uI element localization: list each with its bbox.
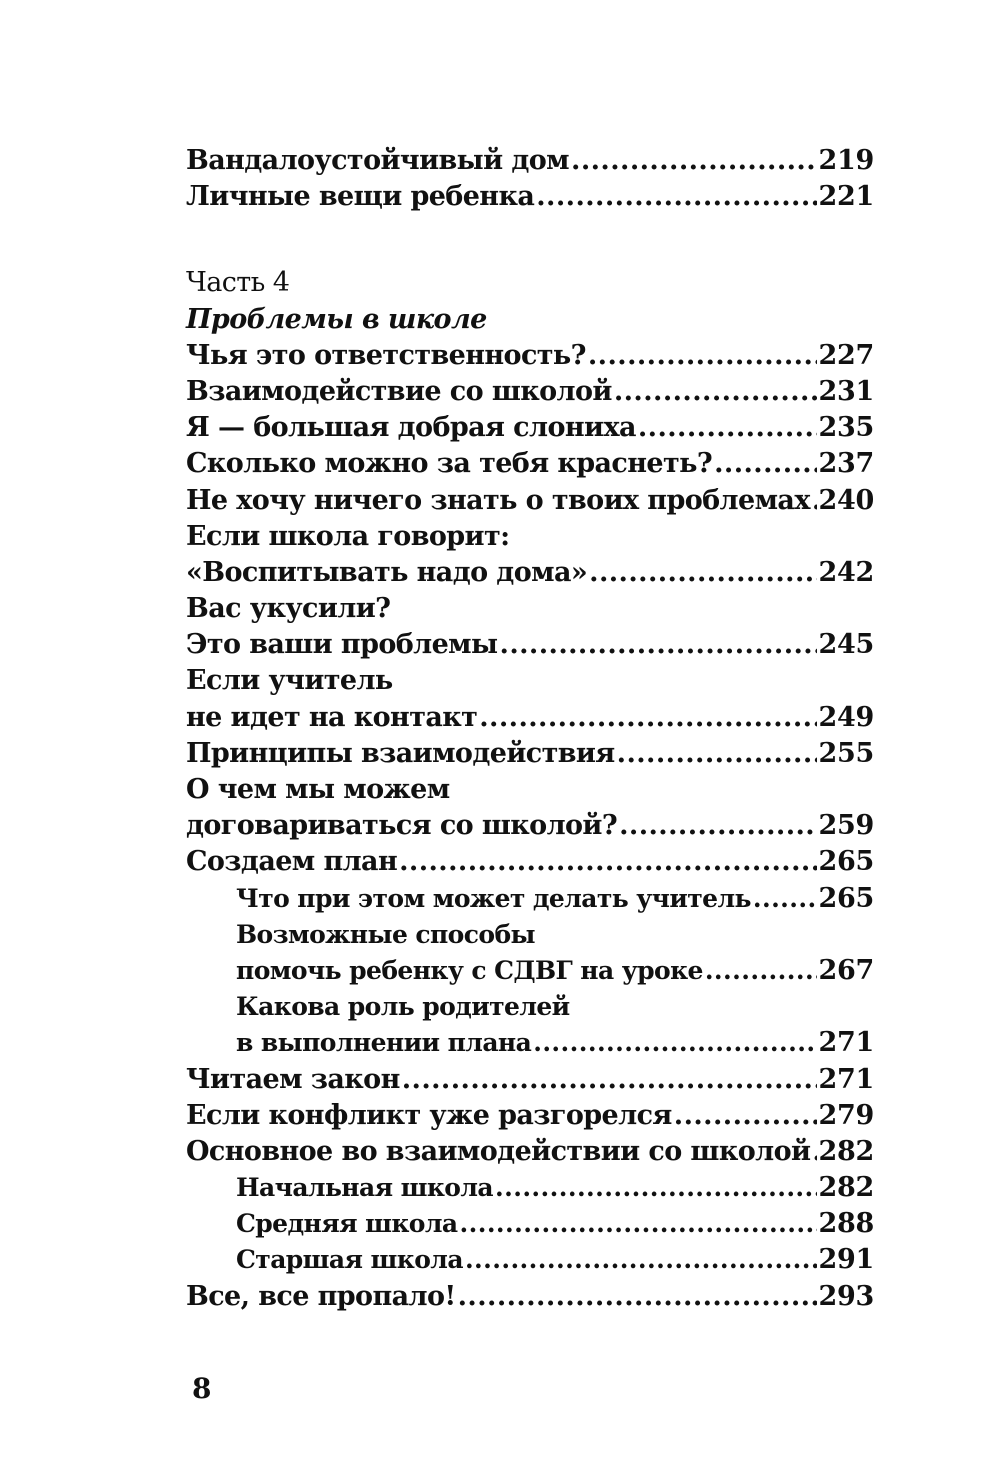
toc-entry-title: договариваться со школой? [186,810,618,842]
toc-subentry [186,1025,874,1061]
toc-entry-title: Средняя школа [236,1209,458,1239]
toc-entry-page: 221 [818,181,874,213]
dot-leader [812,483,817,519]
toc-entry-page: 240 [818,484,874,516]
dot-leader [812,1134,816,1170]
page-number: 8 [192,1372,212,1405]
toc-entry-title: Начальная школа [236,1173,494,1203]
toc-entry-title: Старшая школа [236,1245,463,1275]
toc-entry-title: Личные вещи ребенка [186,181,535,213]
toc-subentry [186,881,874,917]
toc-entry-page: 219 [818,145,874,176]
toc-entry [186,555,874,591]
toc-entry-page: 265 [818,846,874,878]
toc-entry [186,519,874,555]
toc-entry-title: Если школа говорит: [186,520,510,552]
part-label: Часть 4 [186,267,290,299]
toc-entry-title: Не хочу ничего знать о твоих проблемах [186,484,810,516]
toc-entry [186,338,874,374]
toc-entry-title: Какова роль родителей [236,992,570,1022]
toc-entry-title: Если конфликт уже разгорелся [186,1099,672,1131]
dot-leader [571,143,817,179]
toc-entry-page: 265 [818,882,874,914]
toc-entry-page: 249 [818,701,874,733]
toc-subentry [186,1206,874,1242]
toc-entry-page: 231 [818,375,874,407]
toc-entry [186,410,874,446]
toc-entry [186,627,874,663]
toc-subentry [186,1170,874,1206]
dot-leader [588,338,817,374]
toc-entry-page: 267 [818,954,874,986]
dot-leader [536,179,816,215]
toc-entry-title: Принципы взаимодействия [186,737,615,769]
toc-entry-page: 235 [818,412,874,444]
toc-entry-title: Читаем закон [186,1063,400,1095]
dot-leader [458,1279,817,1315]
toc-entry-title: помочь ребенку с СДВГ на уроке [236,955,703,985]
toc-entry-page: 291 [818,1244,874,1276]
dot-leader [705,953,817,989]
toc-entry-page: 245 [818,629,874,661]
dot-leader [399,844,816,880]
toc-entry [186,663,874,699]
toc-entry-title: Я — большая добрая слониха [186,412,636,444]
dot-leader [533,1025,816,1061]
toc-entry-title: в выполнении плана [236,1028,532,1058]
table-of-contents [186,143,874,1315]
toc-entry-page: 282 [818,1135,874,1167]
toc-entry-title: Вас укусили? [186,593,391,625]
toc-entry-title: Создаем план [186,846,398,878]
toc-entry-page: 288 [818,1208,874,1240]
toc-entry-page: 242 [818,556,874,588]
toc-entry-title: Сколько можно за тебя краснеть? [186,448,713,480]
toc-entry-page: 282 [818,1172,874,1204]
toc-entry-title: Возможные способы [236,919,535,949]
toc-subentry [186,989,874,1025]
toc-entry [186,808,874,844]
toc-entry [186,179,874,215]
toc-entry-title: Взаимодействие со школой [186,375,612,407]
toc-subentry [186,953,874,989]
toc-entry [186,1134,874,1170]
toc-entry-page: 227 [818,339,874,371]
dot-leader [617,736,817,772]
toc-entry [186,1279,874,1315]
toc-entry-page: 271 [818,1063,874,1095]
dot-leader [674,1098,817,1134]
toc-entry-title: Основное во взаимодействии со школой [186,1135,811,1167]
dot-leader [479,700,816,736]
dot-leader [619,808,816,844]
toc-entry-title: Чья это ответственность? [186,339,586,371]
toc-entry-title: Вандалоустойчивый дом [186,145,570,176]
toc-subentry [186,1242,874,1278]
dot-leader [465,1242,817,1278]
toc-entry [186,446,874,482]
dot-leader [500,627,817,663]
section-gap [186,215,874,265]
toc-entries [186,338,874,1315]
dot-leader [753,881,817,917]
toc-subentry [186,917,874,953]
dot-leader [460,1206,817,1242]
toc-entry-title: «Воспитывать надо дома» [186,556,588,588]
toc-entry [186,844,874,880]
toc-entry-page: 237 [818,448,874,480]
toc-entry-page: 259 [818,810,874,842]
dot-leader [402,1062,817,1098]
toc-entry [186,591,874,627]
toc-entry [186,483,874,519]
toc-entry [186,736,874,772]
dot-leader [638,410,817,446]
dot-leader [589,555,816,591]
toc-entry [186,374,874,410]
toc-entry [186,700,874,736]
toc-entry-title: Что при этом может делать учитель [236,883,751,913]
toc-entry [186,1098,874,1134]
toc-entry-title: не идет на контакт [186,701,478,733]
toc-entry-page: 271 [818,1027,874,1059]
toc-entry-title: Это ваши проблемы [186,629,498,661]
toc-entry [186,143,874,179]
part-title: Проблемы в школе [186,303,487,335]
toc-entry [186,772,874,808]
dot-leader [614,374,817,410]
dot-leader [714,446,816,482]
toc-entry [186,1062,874,1098]
dot-leader [495,1170,817,1206]
toc-entry-page: 293 [818,1280,874,1312]
toc-entry-page: 255 [818,737,874,769]
toc-entry-page: 279 [818,1099,874,1131]
toc-entry-title: Если учитель [186,665,393,697]
toc-entry-title: Все, все пропало! [186,1280,456,1312]
toc-entry-title: О чем мы можем [186,774,450,805]
